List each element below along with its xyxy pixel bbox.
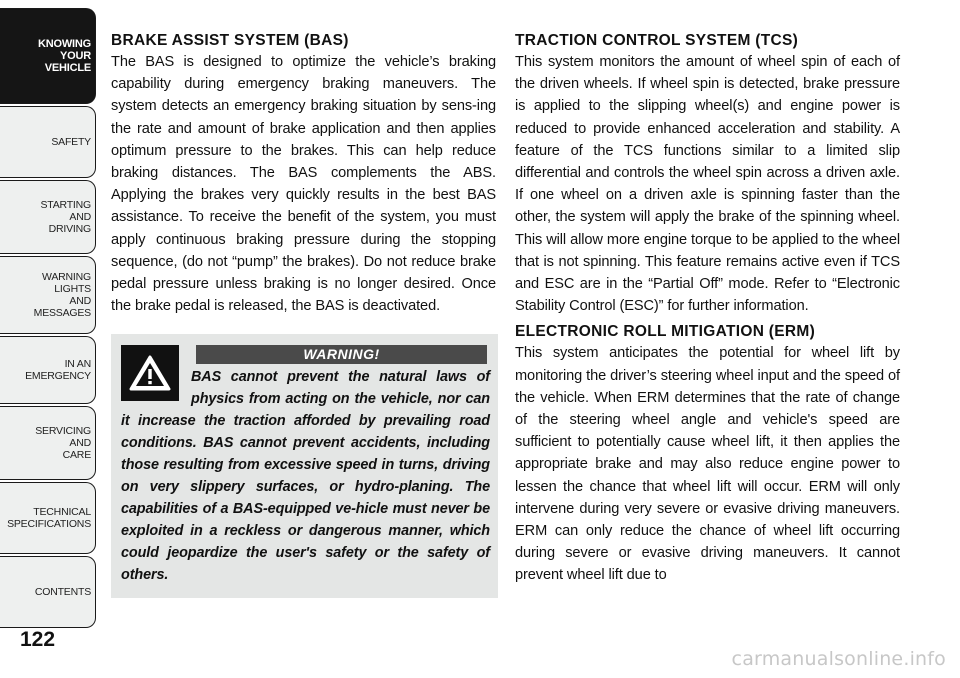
tab-label-line: SPECIFICATIONS (7, 518, 91, 530)
warning-triangle-icon (127, 353, 173, 393)
right-column (515, 30, 900, 589)
bas-body: The BAS is designed to optimize the vehicle’s braking capability during emergency braking maneuvers. The system detects an emergency braking situation by sens-ing the rate and amount of brake application and then applies optimum pressure to the brakes. This can help reduce braking distances. The BAS complements the ABS. Applying the brakes very quickly results in the best BAS assistance. To receive the benefit of the system, you must apply continuous braking pressure during the stopping sequence, (do not “pump” the brakes). Do not reduce brake pedal pressure unless braking is no longer desired. Once the brake pedal is released, the BAS is deactivated. (111, 54, 496, 315)
tab-label-line: MESSAGES (33, 307, 91, 319)
tcs-body: This system monitors the amount of wheel spin of each of the driven wheels. If wheel spin is detected, brake pressure is applied to the slipping wheel(s) and engine power is reduced to provide enhanced acceleration and stability. A feature of the TCS functions similar to a limited slip differential and controls the wheel spin across a driven axle. If one wheel on a driven axle is spinning faster than the other, the system will apply the brake of the spinning wheel. This will allow more engine torque to be applied to the wheel that is not spinning. This feature remains active even if TCS and ESC are in the “Partial Off” mode. Refer to “Electronic Stability Control (ESC)” for further information. (515, 54, 900, 315)
tab-label-line: TECHNICAL (33, 506, 91, 518)
tab-label-line: STARTING (40, 199, 91, 211)
tab-servicing-and-care[interactable] (0, 406, 96, 480)
tab-label-line: AND (69, 211, 91, 223)
tab-contents[interactable] (0, 556, 96, 628)
tab-warning-lights-and-messages[interactable] (0, 256, 96, 334)
warning-triangle-icon (121, 345, 179, 401)
tab-label-line: LIGHTS (54, 283, 91, 295)
warning-title: WARNING! (196, 345, 487, 364)
tab-safety[interactable] (0, 106, 96, 178)
tcs-heading: TRACTION CONTROL SYSTEM (TCS) (515, 32, 799, 49)
tab-label-line: AND (69, 437, 91, 449)
warning-text: BAS cannot prevent the natural laws of physics from acting on the vehicle, nor can it increase the traction afforded by prevailing road conditions. BAS cannot prevent accidents, including those resulting from excessive speed in turns, driving on very slippery surfaces, or hydro-planing. The capabilities of a BAS-equipped ve-hicle must never be exploited in a reckless or dangerous manner, which could jeopardize the user's safety or the safety of others. (121, 369, 490, 584)
tab-label-line: CONTENTS (34, 586, 91, 598)
tab-label-line: DRIVING (48, 223, 91, 235)
tab-label-line: KNOWING (38, 38, 91, 50)
tab-knowing-your-vehicle[interactable] (0, 8, 96, 104)
tab-label-line: SERVICING (35, 425, 91, 437)
tab-label-line: EMERGENCY (25, 370, 91, 382)
tab-label-line: AND (69, 295, 91, 307)
bas-heading: BRAKE ASSIST SYSTEM (BAS) (111, 32, 349, 49)
page-number: 122 (20, 628, 56, 651)
erm-body: This system anticipates the potential for wheel lift by monitoring the driver’s steering wheel input and the speed of the vehicle. When ERM determines that the rate of change of the steering wheel angle and vehicle's speed are sufficient to potentially cause wheel lift, it then applies the appropriate brake and may also reduce engine power to lessen the chance that wheel lift will occur. ERM will only intervene during very severe or evasive driving maneuvers. ERM can only reduce the chance of wheel lift occurring during severe or evasive driving maneuvers. It cannot prevent wheel lift due to (515, 345, 900, 584)
tab-label-line: SAFETY (51, 136, 91, 148)
tab-label-line: VEHICLE (44, 62, 91, 74)
left-column (111, 30, 496, 598)
tab-label-line: YOUR (60, 50, 91, 62)
tab-in-an-emergency[interactable] (0, 336, 96, 404)
tab-label-line: IN AN (64, 358, 91, 370)
tab-technical-specifications[interactable] (0, 482, 96, 554)
erm-heading: ELECTRONIC ROLL MITIGATION (ERM) (515, 323, 816, 341)
tab-label-line: CARE (62, 449, 91, 461)
tab-starting-and-driving[interactable] (0, 180, 96, 254)
tab-label-line: WARNING (42, 271, 91, 283)
warning-box (111, 334, 498, 598)
watermark: carmanualsonline.info (731, 648, 946, 670)
